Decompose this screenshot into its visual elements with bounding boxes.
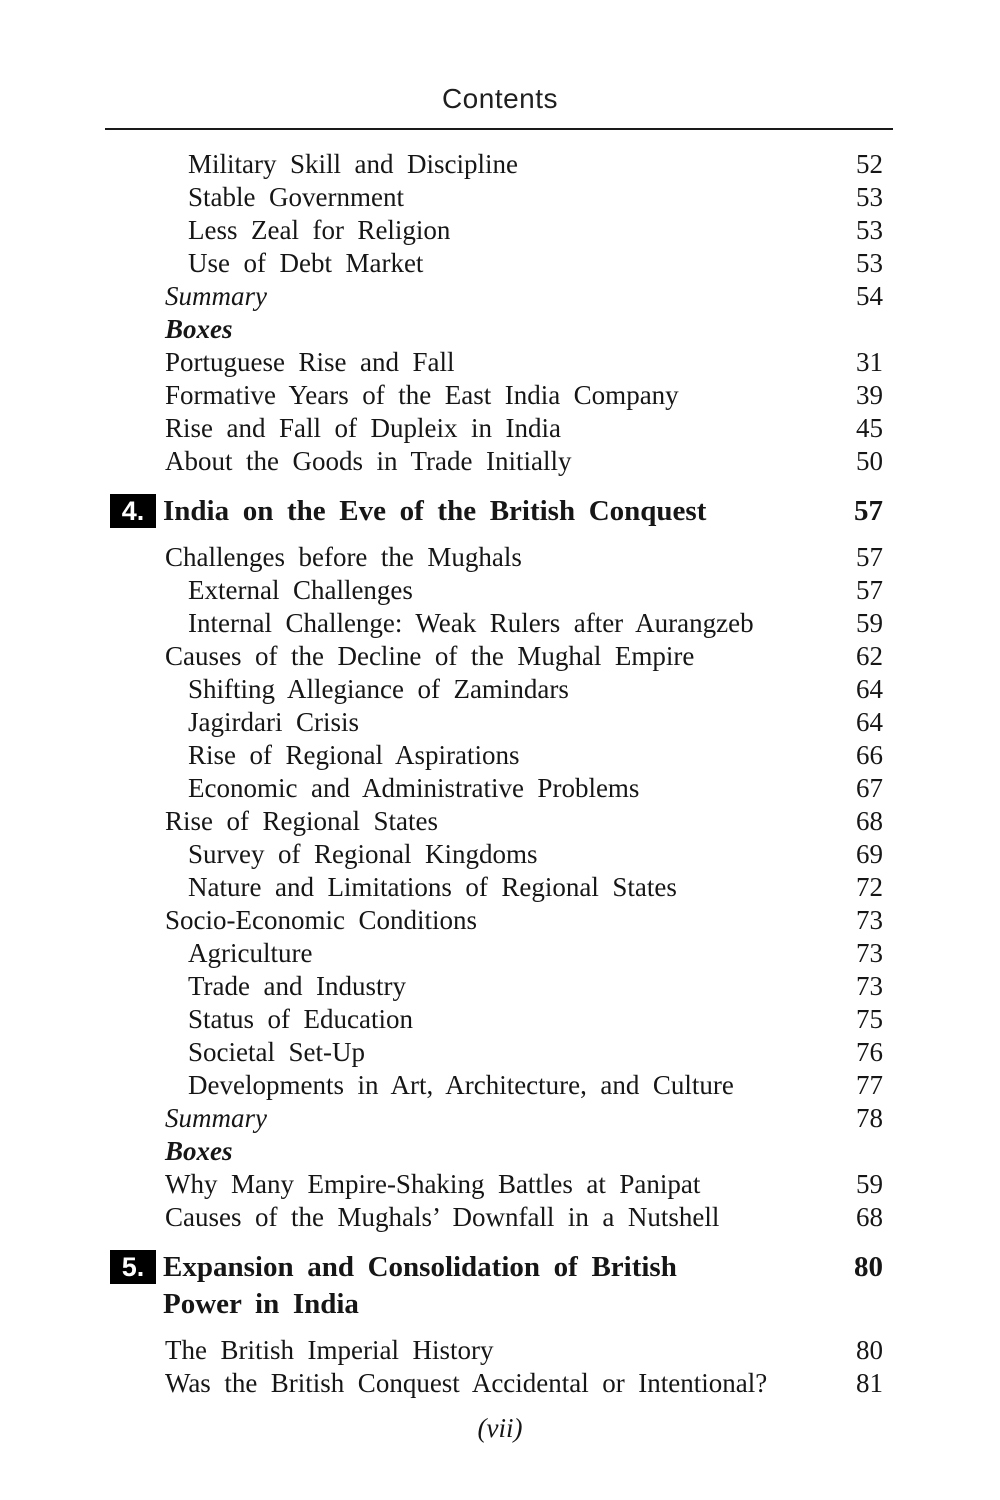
entry-title: Rise and Fall of Dupleix in India — [165, 413, 561, 443]
entry-title: Status of Education — [188, 1004, 413, 1034]
page-number: 39 — [856, 380, 883, 410]
toc-chapter-row — [105, 1249, 883, 1323]
entry-title: External Challenges — [188, 575, 413, 605]
toc-entry-row — [105, 541, 883, 574]
page-footer: (vii) — [477, 1413, 523, 1443]
toc-entry-row — [105, 1168, 883, 1201]
toc-entry-row — [105, 1367, 883, 1400]
chapter-title-line: India on the Eve of the British Conquest — [163, 495, 707, 527]
page-number: 77 — [856, 1070, 883, 1100]
toc-entry-row — [105, 1102, 883, 1135]
page-number: 69 — [856, 839, 883, 869]
page-number: 67 — [856, 773, 883, 803]
toc-entry-row — [105, 1036, 883, 1069]
entry-title: Summary — [165, 1103, 267, 1133]
page-number: 53 — [856, 248, 883, 278]
toc-entry-row — [105, 673, 883, 706]
toc-entry-row — [105, 937, 883, 970]
entry-title: Jagirdari Crisis — [188, 707, 359, 737]
entry-title: Use of Debt Market — [188, 248, 424, 278]
toc-entry-row — [105, 871, 883, 904]
entry-title: Boxes — [165, 314, 233, 344]
page-number: 68 — [856, 806, 883, 836]
page-number: 76 — [856, 1037, 883, 1067]
page-number: 73 — [856, 971, 883, 1001]
entry-title: Nature and Limitations of Regional States — [188, 872, 677, 902]
toc-entry-row — [105, 412, 883, 445]
page-number: 57 — [856, 575, 883, 605]
entry-title: Developments in Art, Architecture, and Culture — [188, 1070, 734, 1100]
toc-entry-row — [105, 706, 883, 739]
page-number: 66 — [856, 740, 883, 770]
toc-entry-row — [105, 181, 883, 214]
page-number: 57 — [856, 542, 883, 572]
toc-entry-row — [105, 640, 883, 673]
chapter-number-badge: 5. — [110, 1250, 156, 1284]
toc-entry-row — [105, 280, 883, 313]
toc-chapter-row — [105, 493, 883, 530]
entry-title: The British Imperial History — [165, 1335, 494, 1365]
toc-entry-row — [105, 607, 883, 640]
page-number: 54 — [856, 281, 883, 311]
page-number: 57 — [854, 495, 883, 527]
toc-entry-row — [105, 214, 883, 247]
toc-entry-row — [105, 313, 883, 346]
chapter-title — [156, 493, 823, 530]
entry-title: Portuguese Rise and Fall — [165, 347, 455, 377]
chapter-title-line: Power in India — [163, 1288, 359, 1320]
page-number: 50 — [856, 446, 883, 476]
entry-title: Economic and Administrative Problems — [188, 773, 640, 803]
entry-title: Internal Challenge: Weak Rulers after Aurangzeb — [188, 608, 754, 638]
toc-entry-row — [105, 904, 883, 937]
entry-title: Stable Government — [188, 182, 404, 212]
page-number: 75 — [856, 1004, 883, 1034]
entry-title: Less Zeal for Religion — [188, 215, 451, 245]
toc-entry-row — [105, 247, 883, 280]
page-number: 78 — [856, 1103, 883, 1133]
page-number: 45 — [856, 413, 883, 443]
entry-title: Military Skill and Discipline — [188, 149, 518, 179]
toc-entry-row — [105, 1334, 883, 1367]
page-number: 31 — [856, 347, 883, 377]
page-number: 62 — [856, 641, 883, 671]
page-number: 59 — [856, 1169, 883, 1199]
page-number: 64 — [856, 674, 883, 704]
entry-title: Societal Set-Up — [188, 1037, 365, 1067]
page-number: 64 — [856, 707, 883, 737]
entry-title: Boxes — [165, 1136, 233, 1166]
entry-title: Causes of the Decline of the Mughal Empire — [165, 641, 695, 671]
toc-entry-row — [105, 838, 883, 871]
toc-entry-row — [105, 970, 883, 1003]
toc-entry-row — [105, 148, 883, 181]
entry-title: Causes of the Mughals’ Downfall in a Nutshell — [165, 1202, 720, 1232]
toc-entry-row — [105, 346, 883, 379]
entry-title: Challenges before the Mughals — [165, 542, 522, 572]
chapter-number-badge: 4. — [110, 494, 156, 528]
page-number: 73 — [856, 905, 883, 935]
toc-entry-row — [105, 1135, 883, 1168]
entry-title: Agriculture — [188, 938, 313, 968]
page-number: 73 — [856, 938, 883, 968]
page-number: 80 — [854, 1251, 883, 1283]
toc-entry-row — [105, 574, 883, 607]
entry-title: Survey of Regional Kingdoms — [188, 839, 538, 869]
entry-title: Socio-Economic Conditions — [165, 905, 477, 935]
page-number: 81 — [856, 1368, 883, 1398]
page-title: Contents — [441, 83, 559, 114]
toc-entry-row — [105, 1201, 883, 1234]
toc-entry-row — [105, 805, 883, 838]
page-number: 80 — [856, 1335, 883, 1365]
toc-entry-row — [105, 1003, 883, 1036]
entry-title: Summary — [165, 281, 267, 311]
entry-title: Trade and Industry — [188, 971, 406, 1001]
page-number: 53 — [856, 182, 883, 212]
entry-title: Shifting Allegiance of Zamindars — [188, 674, 569, 704]
toc-entry-row — [105, 739, 883, 772]
entry-title: About the Goods in Trade Initially — [165, 446, 572, 476]
entry-title: Rise of Regional Aspirations — [188, 740, 520, 770]
toc-list — [105, 130, 883, 1400]
page-number: 68 — [856, 1202, 883, 1232]
toc-entry-row — [105, 772, 883, 805]
toc-entry-row — [105, 1069, 883, 1102]
page-number: 72 — [856, 872, 883, 902]
chapter-title — [156, 1249, 823, 1323]
chapter-title-line: Expansion and Consolidation of British — [163, 1251, 677, 1283]
page-number: 53 — [856, 215, 883, 245]
entry-title: Rise of Regional States — [165, 806, 438, 836]
toc-entry-row — [105, 379, 883, 412]
entry-title: Was the British Conquest Accidental or Intentional? — [165, 1368, 768, 1398]
toc-entry-row — [105, 445, 883, 478]
page-number: 59 — [856, 608, 883, 638]
entry-title: Why Many Empire-Shaking Battles at Panipat — [165, 1169, 701, 1199]
entry-title: Formative Years of the East India Company — [165, 380, 679, 410]
page-number: 52 — [856, 149, 883, 179]
